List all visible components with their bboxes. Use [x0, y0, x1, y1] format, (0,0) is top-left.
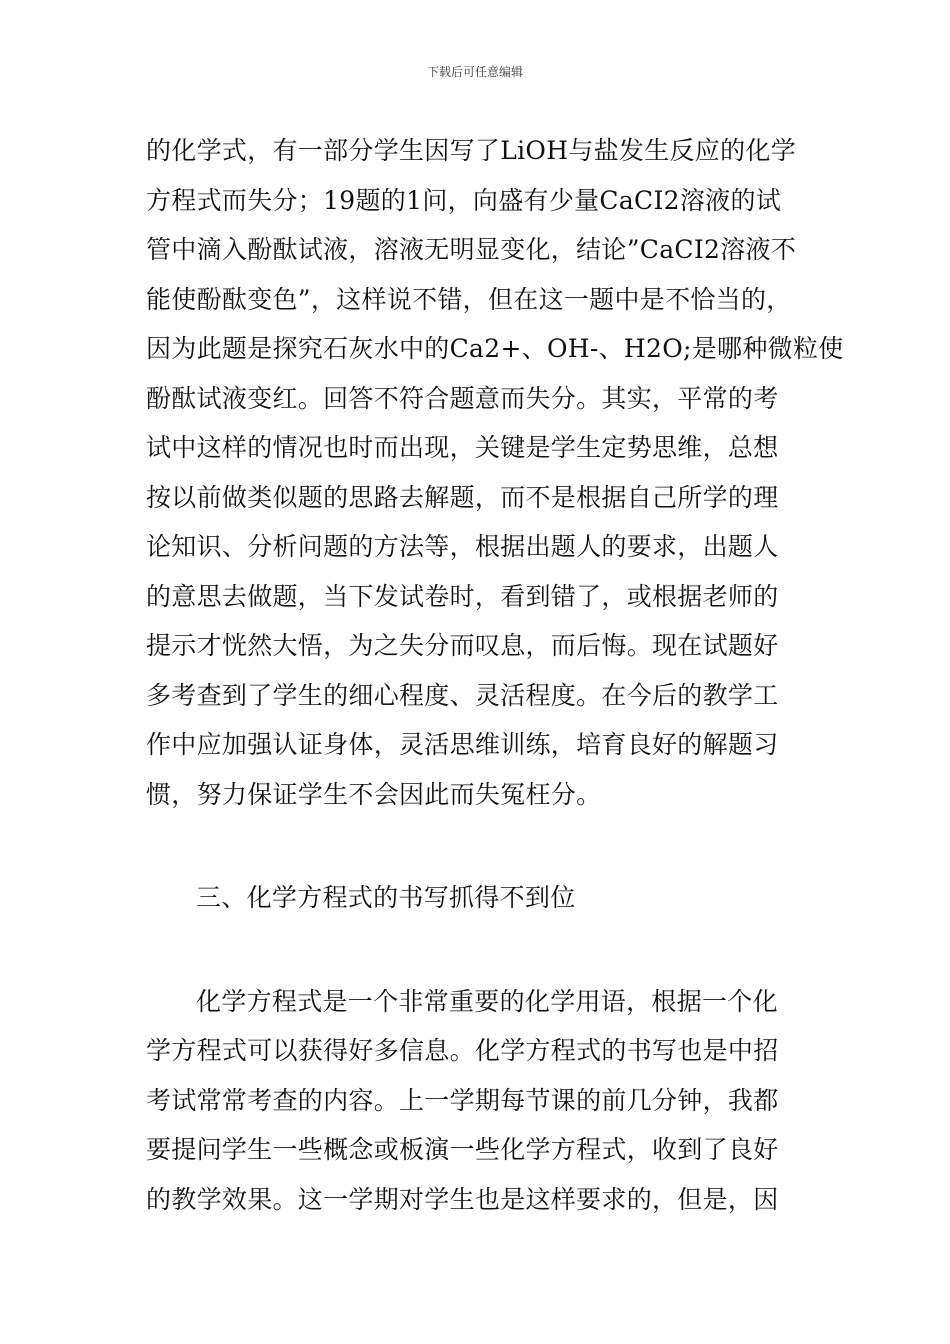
text-line: 因为此题是探究石灰水中的Ca2+、OH-、H2O;是哪种微粒使 — [146, 334, 844, 363]
heading-text: 三、化学方程式的书写抓得不到位 — [196, 883, 576, 912]
text-line: 论知识、分析问题的方法等，根据出题人的要求，出题人 — [146, 532, 779, 561]
text-line: 化学方程式是一个非常重要的化学用语，根据一个化 — [196, 986, 778, 1016]
text-line: 考试常常考查的内容。上一学期每节课的前几分钟，我都 — [146, 1085, 779, 1115]
section-heading — [146, 873, 811, 923]
paragraph-spacer — [146, 819, 811, 873]
text-line: 管中滴入酚酞试液，溶液无明显变化，结论”CaCI2溶液不 — [146, 235, 797, 264]
paragraph-spacer — [146, 923, 811, 977]
page-header: 下载后可任意编辑 — [426, 65, 523, 79]
text-line: 试中这样的情况也时而出现，关键是学生定势思维，总想 — [146, 433, 779, 462]
text-line: 的意思去做题，当下发试卷时，看到错了，或根据老师的 — [146, 581, 779, 611]
text-line: 作中应加强认证身体，灵活思维训练，培育良好的解题习 — [146, 730, 779, 759]
paragraph-2 — [146, 977, 811, 1225]
text-line: 的教学效果。这一学期对学生也是这样要求的，但是，因 — [146, 1184, 779, 1214]
text-line: 按以前做类似题的思路去解题，而不是根据自己所学的理 — [146, 482, 779, 512]
text-line: 方程式而失分；19题的1问，向盛有少量CaCI2溶液的试 — [146, 185, 782, 215]
paragraph-1 — [146, 126, 844, 819]
text-line: 提示才恍然大悟，为之失分而叹息，而后悔。现在试题好 — [146, 631, 779, 660]
text-line: 学方程式可以获得好多信息。化学方程式的书写也是中招 — [146, 1036, 779, 1065]
text-line: 要提问学生一些概念或板演一些化学方程式，收到了良好 — [146, 1135, 779, 1164]
text-line: 惯，努力保证学生不会因此而失冤枉分。 — [146, 779, 602, 809]
text-line: 的化学式，有一部分学生因写了LiOH与盐发生反应的化学 — [146, 136, 796, 165]
text-line: 酚酞试液变红。回答不符合题意而失分。其实，平常的考 — [146, 383, 779, 413]
text-line: 能使酚酞变色”，这样说不错，但在这一题中是不恰当的， — [146, 284, 792, 314]
text-line: 多考查到了学生的细心程度、灵活程度。在今后的教学工 — [146, 680, 779, 710]
document-body — [146, 126, 844, 1224]
